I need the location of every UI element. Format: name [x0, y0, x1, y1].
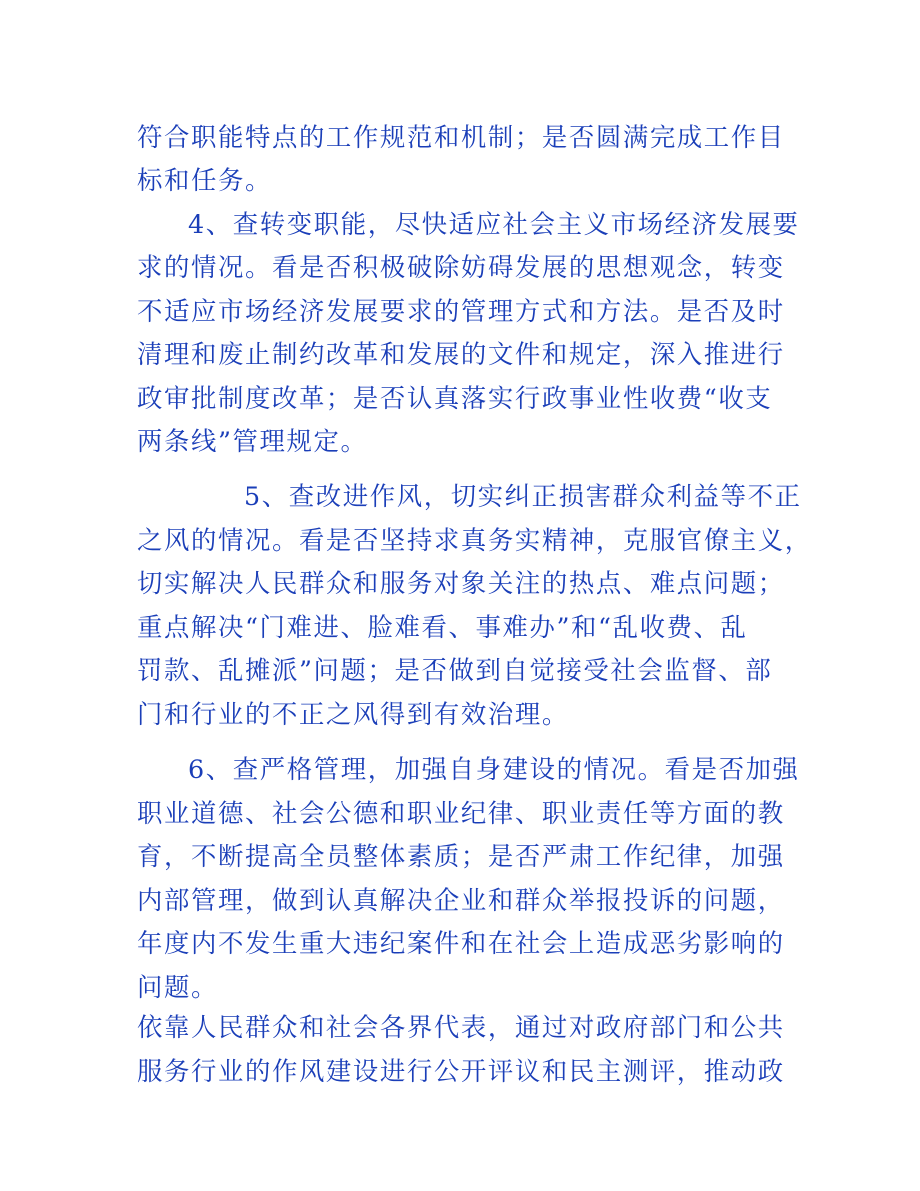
item-4-line: 4、查转变职能，尽快适应社会主义市场经济发展要 [188, 209, 800, 239]
item-5-line: 5、查改进作风，切实纠正损害群众利益等不正 [244, 481, 802, 511]
text-line: 切实解决人民群众和服务对象关注的热点、难点问题； [137, 568, 785, 598]
text-line: 重点解决“门难进、脸难看、事难办”和“乱收费、乱 [137, 612, 748, 642]
text-line: 两条线”管理规定。 [137, 426, 368, 456]
text-line: 育，不断提高全员整体素质；是否严肃工作纪律，加强 [137, 841, 785, 871]
text-line: 政审批制度改革；是否认真落实行政事业性收费“收支 [137, 383, 773, 413]
text-line: 不适应市场经济发展要求的管理方式和方法。是否及时 [137, 296, 785, 326]
text-line: 之风的情况。看是否坚持求真务实精神，克服官僚主义， [137, 525, 812, 555]
item-6-line: 6、查严格管理，加强自身建设的情况。看是否加强 [188, 754, 800, 784]
text-line: 标和任务。 [137, 165, 272, 195]
text-line: 职业道德、社会公德和职业纪律、职业责任等方面的教 [137, 798, 785, 828]
text-line: 服务行业的作风建设进行公开评议和民主测评，推动政 [137, 1056, 785, 1086]
text-line: 依靠人民群众和社会各界代表，通过对政府部门和公共 [137, 1012, 785, 1042]
text-line: 年度内不发生重大违纪案件和在社会上造成恶劣影响的 [137, 928, 785, 958]
text-line: 问题。 [137, 972, 218, 1002]
text-line: 符合职能特点的工作规范和机制；是否圆满完成工作目 [137, 122, 785, 152]
text-line: 求的情况。看是否积极破除妨碍发展的思想观念，转变 [137, 252, 785, 282]
text-line: 内部管理，做到认真解决企业和群众举报投诉的问题， [137, 885, 785, 915]
text-line: 门和行业的不正之风得到有效治理。 [137, 699, 569, 729]
text-line: 罚款、乱摊派”问题；是否做到自觉接受社会监督、部 [137, 655, 773, 685]
text-line: 清理和废止制约改革和发展的文件和规定，深入推进行 [137, 339, 785, 369]
